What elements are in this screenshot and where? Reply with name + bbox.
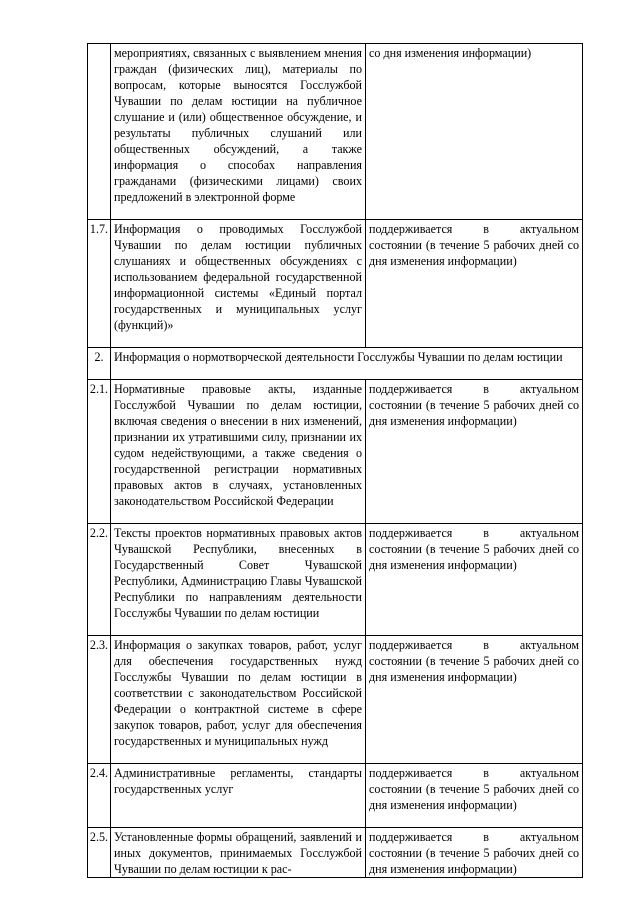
row-number: 2.4. (88, 764, 111, 828)
row-description: Административные регламенты, стандарты государственных услуг (111, 764, 366, 828)
row-description: Нормативные правовые акты, изданные Госслужбой Чувашии по делам юстиции, включая сведения о внесении в них изменений, признании их утратившими силу, признании их судом недействующими, а также сведения о государственной регистрации нормативных правовых актов в случаях, установленных законодательством Российской Федерации (111, 380, 366, 524)
row-term: поддерживается в актуальном состоянии (в течение 5 рабочих дней со дня изменения информации) (366, 636, 583, 764)
row-term: поддерживается в актуальном состоянии (в течение 5 рабочих дней со дня изменения информации) (366, 828, 583, 878)
row-number: 2.5. (88, 828, 111, 878)
row-description: Информация о закупках товаров, работ, услуг для обеспечения государственных нужд Госслужбы Чувашии по делам юстиции в соответствии с законодательством Российской Федерации о контрактной системе в сфере закупок товаров, работ, услуг для обеспечения государственных и муниципальных нужд (111, 636, 366, 764)
row-description: Тексты проектов нормативных правовых актов Чувашской Республики, внесенных в Государственный Совет Чувашской Республики, Администрацию Главы Чувашской Республики по направлениям деятельности Госслужбы Чувашии по делам юстиции (111, 524, 366, 636)
row-number: 1.7. (88, 220, 111, 348)
row-term: поддерживается в актуальном состоянии (в течение 5 рабочих дней со дня изменения информации) (366, 764, 583, 828)
table-row (88, 636, 583, 764)
row-number (88, 44, 111, 220)
document-table (87, 43, 583, 878)
row-term: поддерживается в актуальном состоянии (в течение 5 рабочих дней со дня изменения информации) (366, 220, 583, 348)
section-row (88, 348, 583, 380)
row-description: мероприятиях, связанных с выявлением мнения граждан (физических лиц), материалы по вопросам, которые выносятся Госслужбой Чувашии по делам юстиции на публичное слушание и (или) общественное обсуждение, и результаты публичных слушаний или общественных обсуждений, а также информация о способах направления гражданами (физическими лицами) своих предложений в электронной форме (111, 44, 366, 220)
row-description: Установленные формы обращений, заявлений и иных документов, принимаемых Госслужбой Чувашии по делам юстиции к рас- (111, 828, 366, 878)
table-row (88, 764, 583, 828)
row-term: поддерживается в актуальном состоянии (в течение 5 рабочих дней со дня изменения информации) (366, 524, 583, 636)
row-number: 2. (88, 348, 111, 380)
table-row (88, 380, 583, 524)
row-number: 2.2. (88, 524, 111, 636)
table-row (88, 44, 583, 220)
row-number: 2.3. (88, 636, 111, 764)
table-row (88, 828, 583, 878)
table-row (88, 220, 583, 348)
row-number: 2.1. (88, 380, 111, 524)
row-description: Информация о проводимых Госслужбой Чувашии по делам юстиции публичных слушаниях и общественных обсуждениях с использованием федеральной государственной информационной системы «Единый портал государственных и муниципальных услуг (функций)» (111, 220, 366, 348)
row-term: поддерживается в актуальном состоянии (в течение 5 рабочих дней со дня изменения информации) (366, 380, 583, 524)
table-row (88, 524, 583, 636)
row-term: со дня изменения информации) (366, 44, 583, 220)
section-title: Информация о нормотворческой деятельности Госслужбы Чувашии по делам юстиции (111, 348, 583, 380)
